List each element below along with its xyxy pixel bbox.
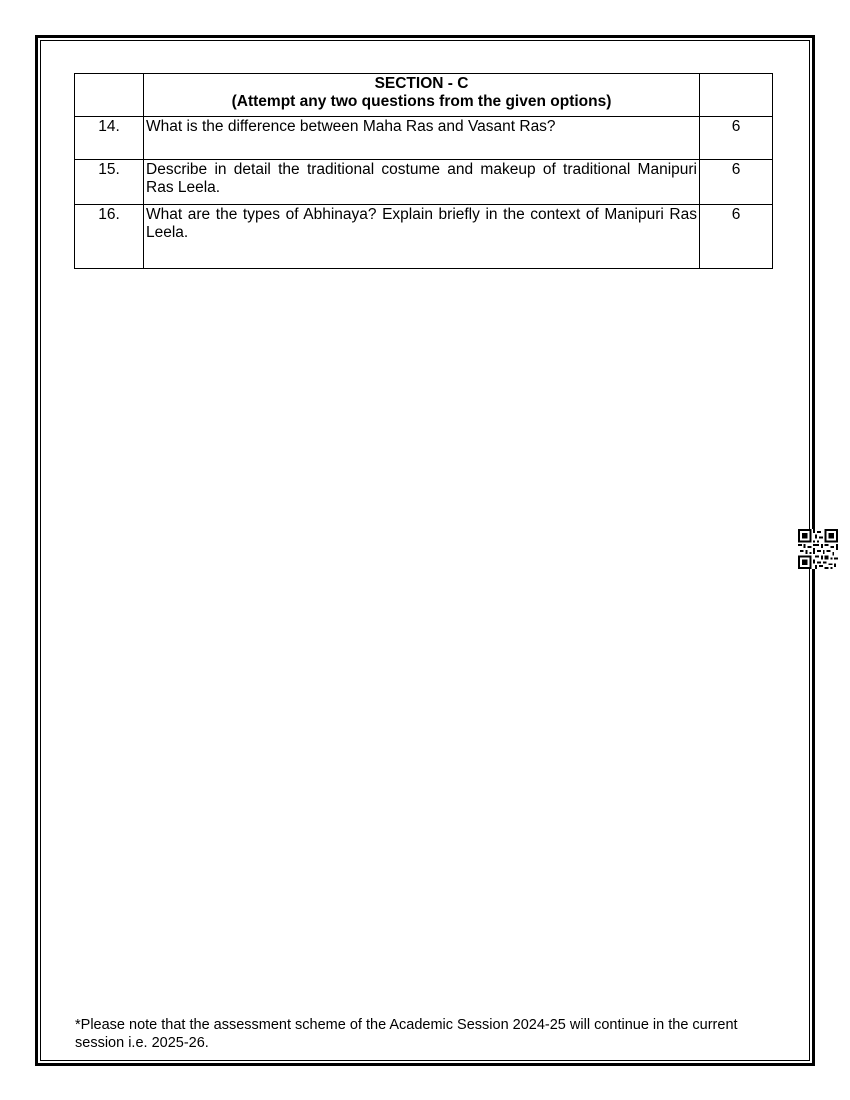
- question-number: 15.: [75, 160, 144, 205]
- section-header-row: [75, 74, 773, 117]
- question-number: 14.: [75, 117, 144, 160]
- question-text: Describe in detail the traditional costume and makeup of traditional Manipuri Ras Leela.: [144, 160, 700, 205]
- question-row: [75, 205, 773, 269]
- question-row: [75, 117, 773, 160]
- question-number: 16.: [75, 205, 144, 269]
- header-marks-cell: [700, 74, 773, 117]
- header-number-cell: [75, 74, 144, 117]
- section-title: SECTION - C: [374, 75, 469, 92]
- question-marks: 6: [700, 205, 773, 269]
- footnote: *Please note that the assessment scheme of the Academic Session 2024-25 will continue in the current session i.e. 2025-26.: [75, 1017, 738, 1051]
- question-marks: 6: [700, 117, 773, 160]
- question-marks: 6: [700, 160, 773, 205]
- question-row: [75, 160, 773, 205]
- question-text: What are the types of Abhinaya? Explain briefly in the context of Manipuri Ras Leela.: [144, 205, 700, 269]
- section-header-cell: [144, 74, 700, 117]
- qr-code-icon: [798, 529, 838, 569]
- section-instruction: (Attempt any two questions from the given options): [231, 93, 612, 110]
- question-text: What is the difference between Maha Ras and Vasant Ras?: [144, 117, 700, 160]
- question-table: [74, 73, 773, 269]
